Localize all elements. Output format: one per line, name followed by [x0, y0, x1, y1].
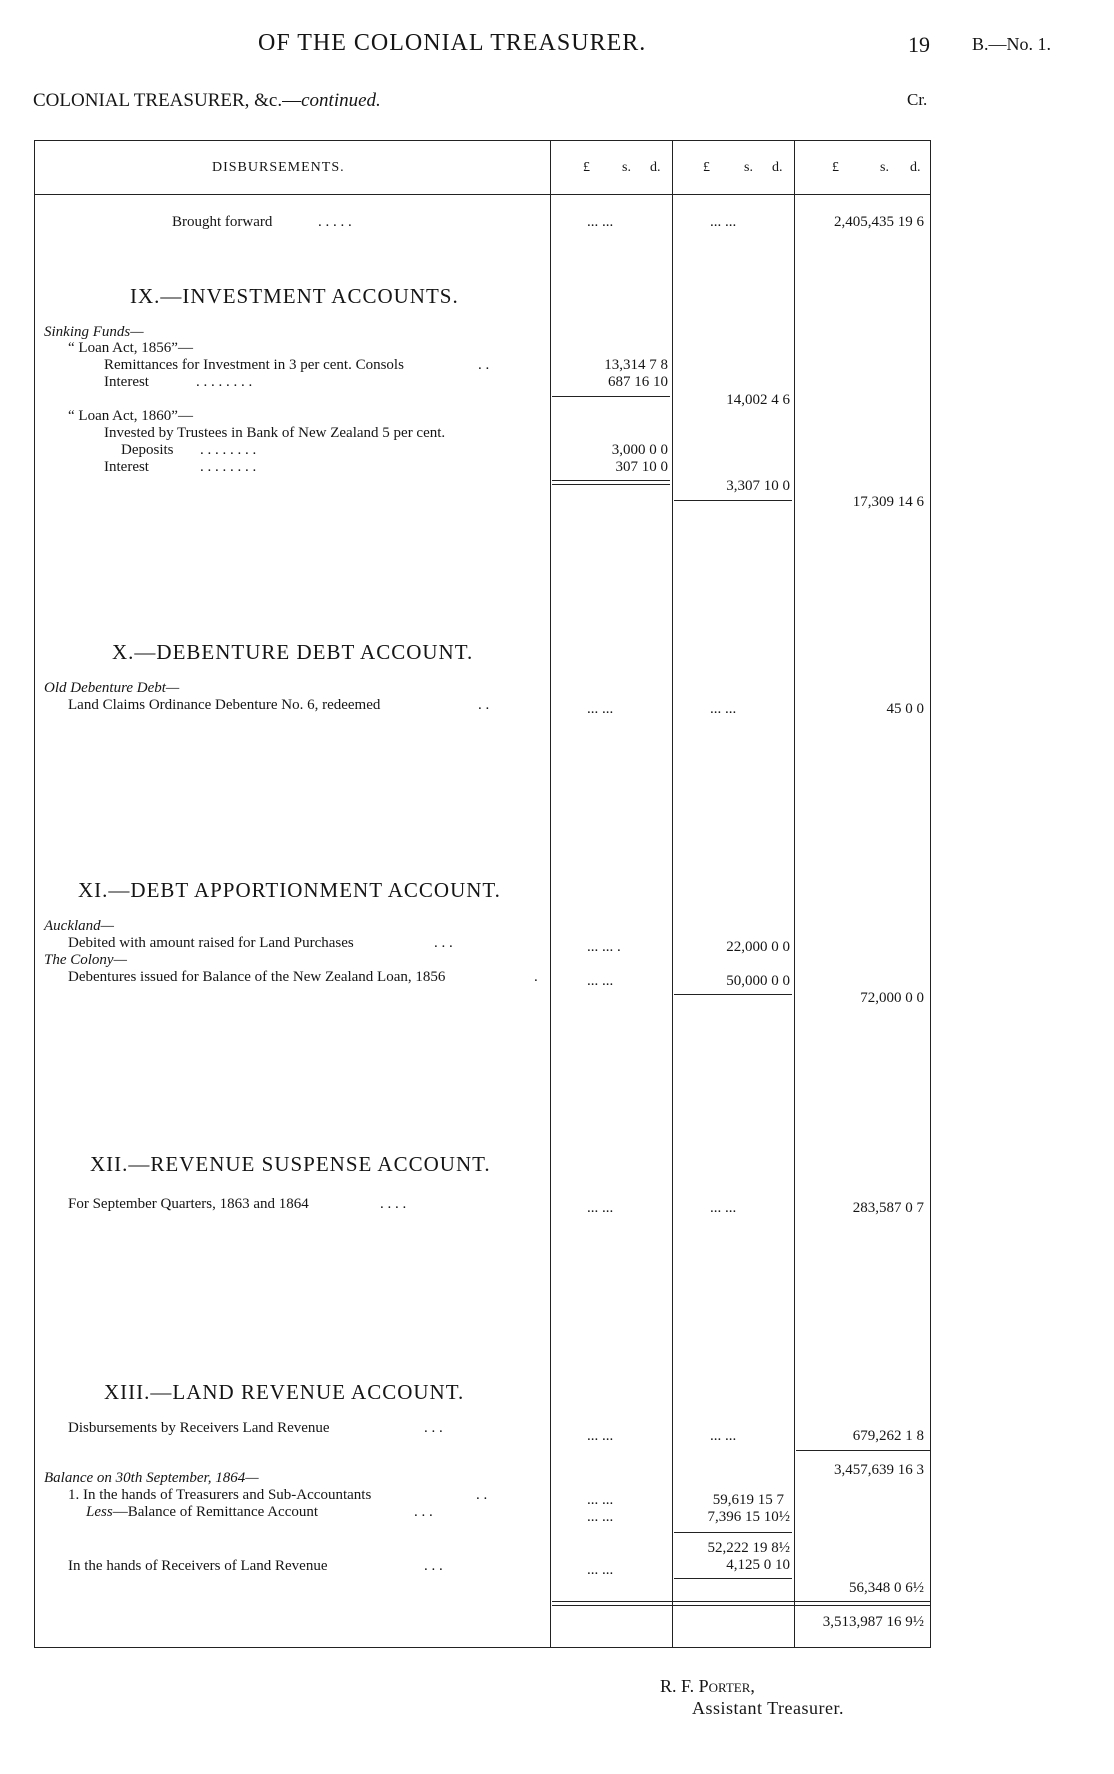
leader-dots: . . .	[414, 1504, 433, 1520]
subtotal-rule	[552, 396, 670, 397]
column-rule	[794, 140, 795, 1648]
section-xii-title: XII.—REVENUE SUSPENSE ACCOUNT.	[90, 1152, 491, 1176]
leader-dots: . . . .	[380, 1196, 407, 1212]
brought-forward-total: 2,405,435 19 6	[834, 214, 924, 230]
signature-title: Assistant Treasurer.	[692, 1698, 845, 1718]
leader-dots: . . . . . . . .	[196, 374, 253, 390]
leader-dots: . . . . . . . .	[200, 442, 257, 458]
column-header-disbursements: DISBURSEMENTS.	[212, 160, 345, 175]
loan-1860-subtotal: 3,307 10 0	[726, 478, 790, 494]
invested-label: Invested by Trustees in Bank of New Zealand 5 per cent.	[104, 425, 446, 441]
old-debenture-label: Old Debenture Debt—	[44, 680, 180, 696]
table-left-rule	[34, 140, 35, 1648]
subtotal-rule	[674, 500, 792, 501]
empty-amount: ... ...	[710, 701, 737, 717]
auckland-label: Auckland—	[44, 918, 114, 934]
deposits-label: Deposits	[121, 442, 174, 458]
leader-dots: . . .	[434, 935, 453, 951]
less-remittance-amount: 7,396 15 10½	[707, 1509, 790, 1525]
receivers-hands-amount: 4,125 0 10	[726, 1557, 790, 1573]
total-rule	[552, 1601, 930, 1602]
signature-name: R. F. Porter,	[660, 1676, 755, 1696]
less-remittance-label: Less—Balance of Remittance Account	[86, 1504, 319, 1520]
column-header-pence: d.	[650, 160, 661, 175]
remittances-label: Remittances for Investment in 3 per cent. Consols	[104, 357, 404, 373]
column-header-pounds: £	[583, 160, 590, 175]
net-balance-amount: 52,222 19 8½	[707, 1540, 790, 1556]
sinking-funds-label: Sinking Funds—	[44, 324, 144, 340]
running-total: 3,457,639 16 3	[834, 1462, 924, 1478]
disbursements-receivers-label: Disbursements by Receivers Land Revenue	[68, 1420, 330, 1436]
debentures-label: Debentures issued for Balance of the New Zealand Loan, 1856	[68, 969, 446, 985]
section-xiii-title: XIII.—LAND REVENUE ACCOUNT.	[104, 1380, 465, 1404]
debited-amount: 22,000 0 0	[726, 939, 790, 955]
subtotal-rule	[552, 484, 670, 485]
column-header-shillings: s.	[622, 160, 631, 175]
leader-dots: . . .	[424, 1558, 443, 1574]
debited-label: Debited with amount raised for Land Purchases	[68, 935, 354, 951]
debentures-amount: 50,000 0 0	[726, 973, 790, 989]
treasurers-hands-label: 1. In the hands of Treasurers and Sub-Accountants	[68, 1487, 372, 1503]
empty-amount: ... ...	[587, 1200, 614, 1216]
leader-dots: . .	[478, 697, 490, 713]
land-claims-label: Land Claims Ordinance Debenture No. 6, redeemed	[68, 697, 381, 713]
section-x-total: 45 0 0	[886, 701, 924, 717]
subtotal-rule	[552, 480, 670, 481]
leader-dots: . .	[476, 1487, 488, 1503]
grand-total: 3,513,987 16 9½	[822, 1614, 924, 1630]
leader-dots: . . .	[424, 1420, 443, 1436]
empty-amount: ... ...	[587, 973, 614, 989]
column-rule	[550, 140, 551, 1648]
section-xi-title: XI.—DEBT APPORTIONMENT ACCOUNT.	[78, 878, 501, 902]
leader-dots: . .	[478, 357, 490, 373]
loan-act-1856-label: “ Loan Act, 1856”—	[68, 340, 193, 356]
column-header-shillings: s.	[744, 160, 753, 175]
page-number: 19	[908, 32, 930, 57]
column-header-pence: d.	[772, 160, 783, 175]
total-rule	[552, 1605, 930, 1606]
empty-amount: ... ...	[710, 1200, 737, 1216]
disbursements-receivers-total: 679,262 1 8	[852, 1428, 924, 1444]
column-header-pounds: £	[832, 160, 839, 175]
table-bottom-rule	[34, 1647, 930, 1648]
header-rule	[34, 194, 930, 195]
remittances-amount: 13,314 7 8	[604, 357, 668, 373]
section-xii-total: 283,587 0 7	[852, 1200, 924, 1216]
subtotal-rule	[674, 1578, 792, 1579]
interest-label: Interest	[104, 374, 149, 390]
september-quarters-label: For September Quarters, 1863 and 1864	[68, 1196, 309, 1212]
deposits-amount: 3,000 0 0	[611, 442, 668, 458]
leader-dots: .	[534, 969, 538, 985]
balance-label: Balance on 30th September, 1864—	[44, 1470, 259, 1486]
empty-amount: ... ...	[710, 214, 737, 230]
section-ix-title: IX.—INVESTMENT ACCOUNTS.	[130, 284, 459, 308]
empty-amount: ... ... .	[587, 939, 621, 955]
empty-amount: ... ...	[587, 214, 614, 230]
receivers-hands-label: In the hands of Receivers of Land Revenue	[68, 1558, 328, 1574]
page-subtitle: COLONIAL TREASURER, &c.—continued.	[33, 90, 381, 111]
loan-1856-subtotal: 14,002 4 6	[726, 392, 790, 408]
colony-label: The Colony—	[44, 952, 127, 968]
interest-amount: 307 10 0	[615, 459, 668, 475]
leader-dots: . . . . . . . .	[200, 459, 257, 475]
table-right-rule	[930, 140, 931, 1648]
empty-amount: ... ...	[710, 1428, 737, 1444]
section-ix-total: 17,309 14 6	[852, 494, 924, 510]
interest-label: Interest	[104, 459, 149, 475]
subtotal-rule	[674, 1532, 792, 1533]
column-header-pounds: £	[703, 160, 710, 175]
empty-amount: ... ...	[587, 1492, 614, 1508]
empty-amount: ... ...	[587, 1562, 614, 1578]
column-rule	[672, 140, 673, 1648]
brought-forward-label: Brought forward	[172, 214, 273, 230]
credit-side-label: Cr.	[907, 90, 928, 109]
leader-dots: . . . . .	[318, 214, 352, 230]
subtotal-rule	[796, 1450, 930, 1451]
loan-act-1860-label: “ Loan Act, 1860”—	[68, 408, 193, 424]
table-top-rule	[34, 140, 930, 141]
treasurers-hands-amount: 59,619 15 7	[712, 1492, 784, 1508]
subtotal-rule	[674, 994, 792, 995]
empty-amount: ... ...	[587, 1509, 614, 1525]
interest-amount: 687 16 10	[608, 374, 668, 390]
balance-total: 56,348 0 6½	[849, 1580, 924, 1596]
section-x-title: X.—DEBENTURE DEBT ACCOUNT.	[112, 640, 474, 664]
paper-reference: B.—No. 1.	[972, 34, 1052, 54]
section-xi-total: 72,000 0 0	[860, 990, 924, 1006]
empty-amount: ... ...	[587, 1428, 614, 1444]
empty-amount: ... ...	[587, 701, 614, 717]
column-header-shillings: s.	[880, 160, 889, 175]
column-header-pence: d.	[910, 160, 921, 175]
page-title: OF THE COLONIAL TREASURER.	[258, 30, 647, 56]
